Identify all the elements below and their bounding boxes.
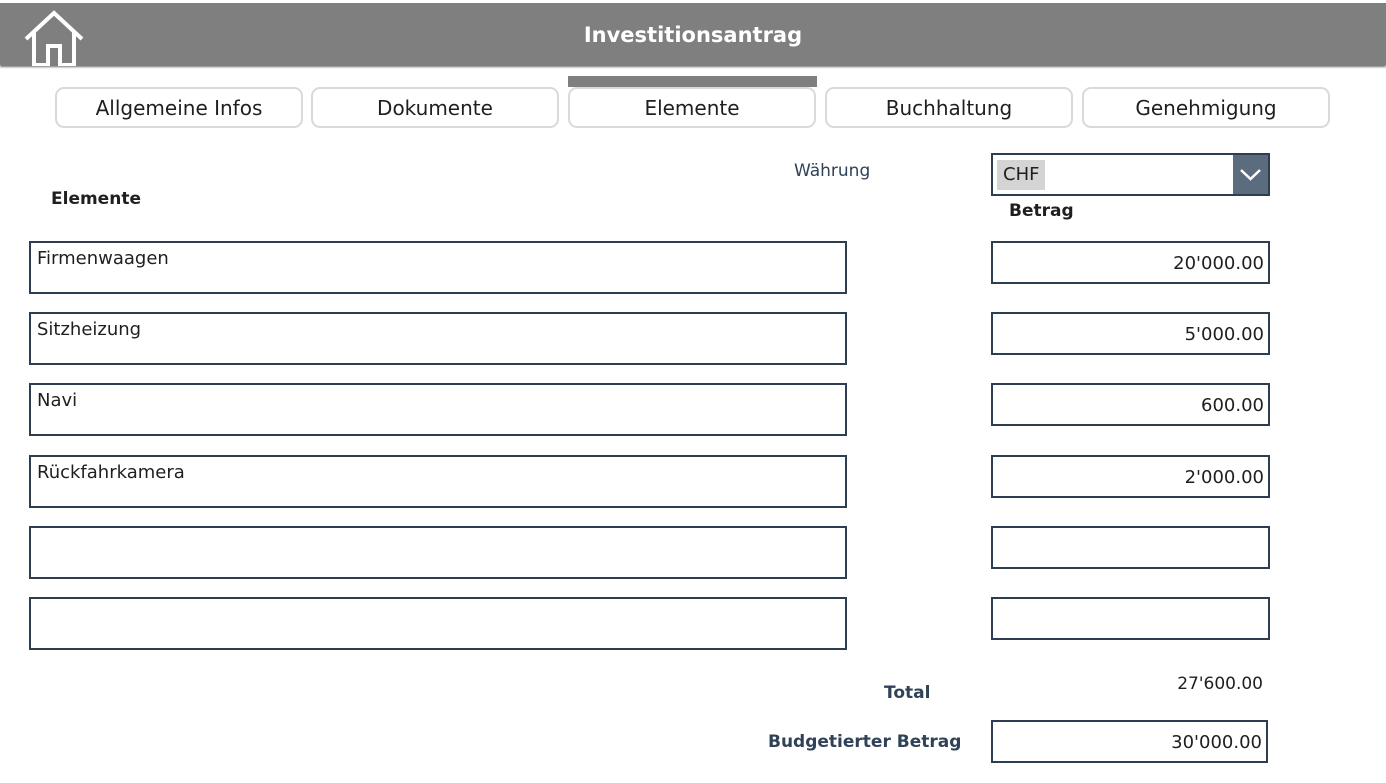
amount-input-4[interactable]: 2'000.00 (991, 455, 1270, 498)
total-value: 27'600.00 (1177, 674, 1263, 694)
amount-input-3[interactable]: 600.00 (991, 383, 1270, 426)
chevron-down-icon[interactable] (1233, 155, 1268, 194)
tab-genehmigung[interactable]: Genehmigung (1082, 87, 1330, 128)
active-tab-indicator (568, 76, 817, 87)
tab-dokumente[interactable]: Dokumente (311, 87, 559, 128)
elements-column-header: Elemente (51, 189, 141, 209)
amount-input-2[interactable]: 5'000.00 (991, 312, 1270, 355)
amount-input-6[interactable] (991, 597, 1270, 640)
budget-input[interactable]: 30'000.00 (991, 720, 1268, 763)
amount-input-1[interactable]: 20'000.00 (991, 241, 1270, 284)
element-input-1[interactable]: Firmenwaagen (29, 241, 847, 294)
element-input-3[interactable]: Navi (29, 383, 847, 436)
amount-input-5[interactable] (991, 526, 1270, 569)
element-input-6[interactable] (29, 597, 847, 650)
element-input-4[interactable]: Rückfahrkamera (29, 455, 847, 508)
tab-elemente[interactable]: Elemente (568, 87, 816, 128)
currency-dropdown[interactable] (991, 153, 1270, 196)
tab-buchhaltung[interactable]: Buchhaltung (825, 87, 1073, 128)
page-title: Investitionsantrag (583, 23, 803, 47)
currency-label: Währung (794, 161, 871, 181)
tab-allgemeine-infos[interactable]: Allgemeine Infos (55, 87, 303, 128)
currency-selected-value: CHF (997, 160, 1045, 190)
amount-column-header: Betrag (1009, 201, 1074, 221)
total-label: Total (884, 683, 931, 703)
app-header (0, 3, 1386, 65)
budget-label: Budgetierter Betrag (768, 732, 962, 752)
element-input-5[interactable] (29, 526, 847, 579)
element-input-2[interactable]: Sitzheizung (29, 312, 847, 365)
